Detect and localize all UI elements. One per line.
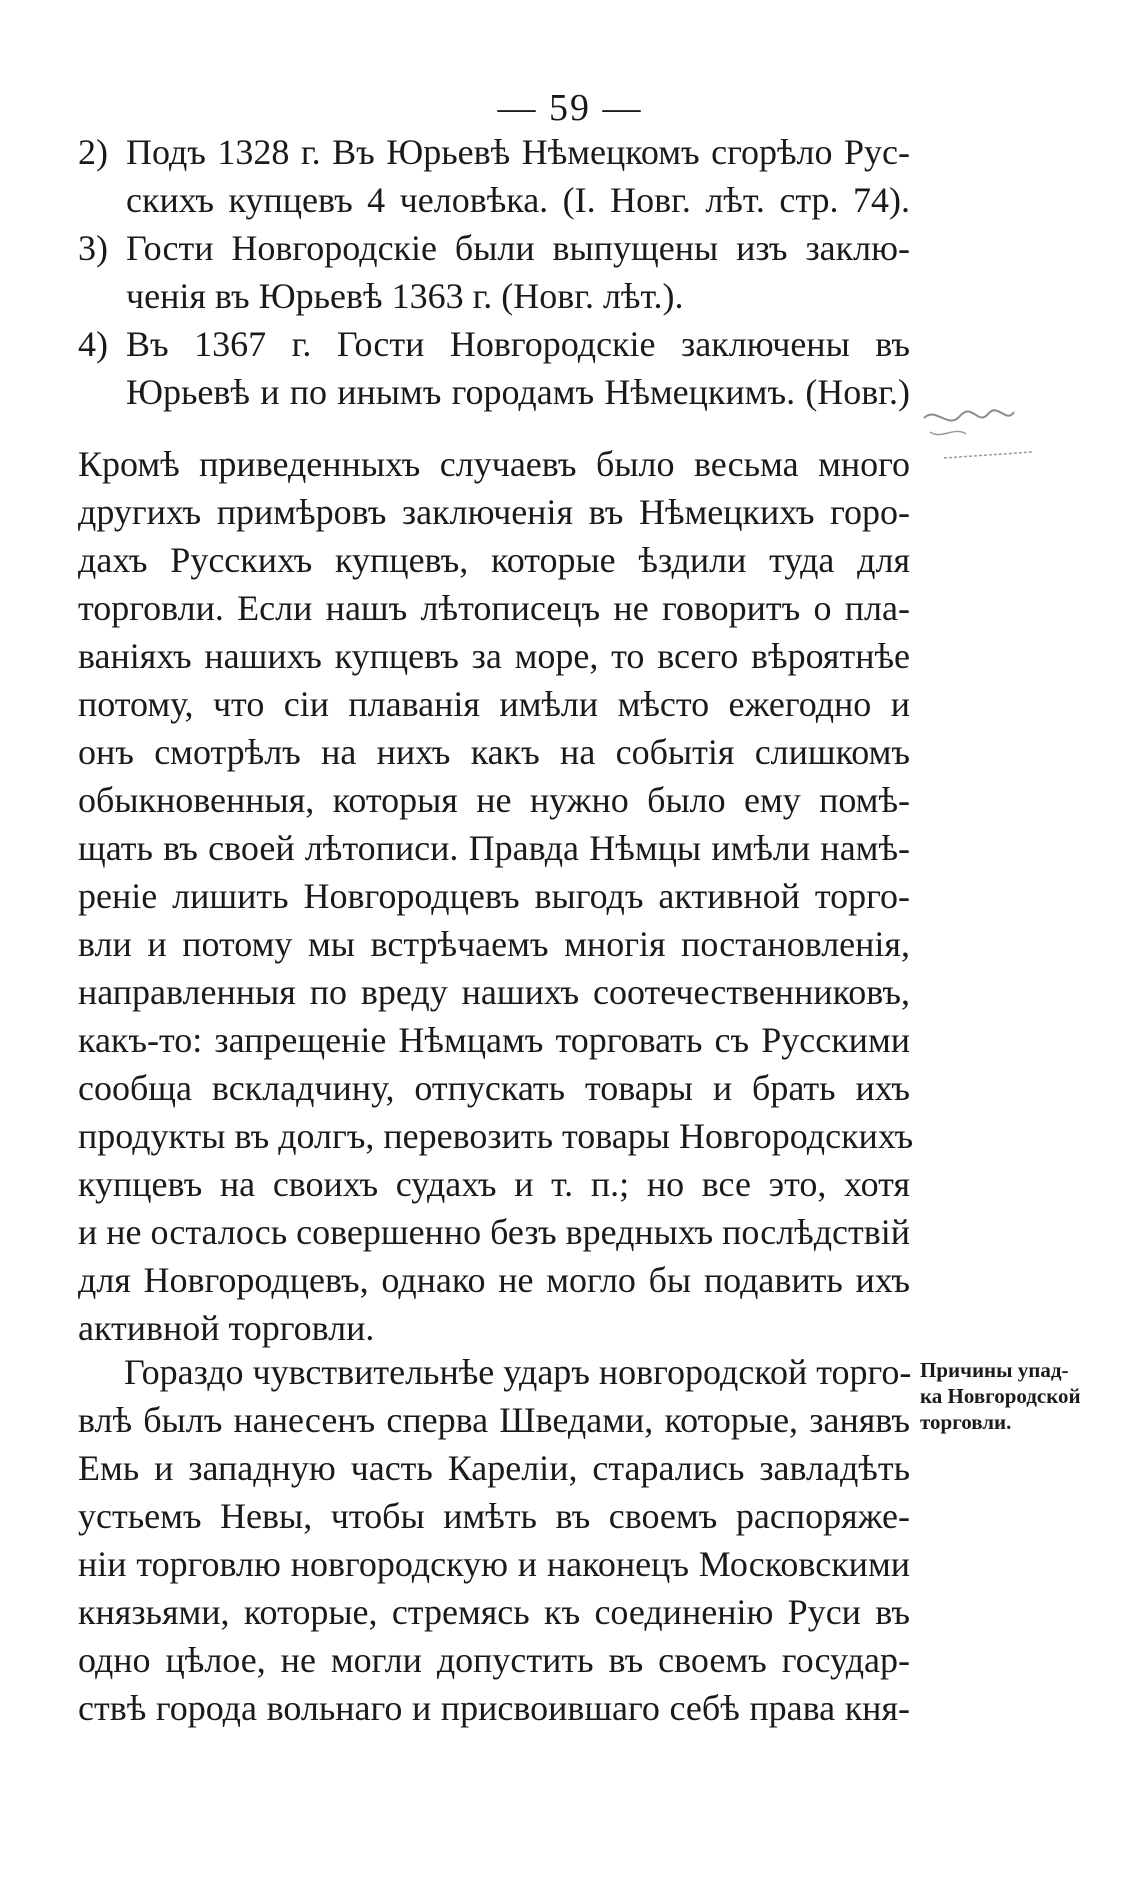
paragraph-1 (78, 440, 914, 1352)
paragraph-2-line: Гораздо чувствительнѣе ударъ новгородской торго- (124, 1352, 912, 1392)
footnote-4-line-2: Юрьевѣ и по инымъ городамъ Нѣмецкимъ. (Новг.) (126, 372, 910, 412)
paragraph-2-line: одно цѣлое, не могли допустить въ своемъ государ- (78, 1640, 910, 1680)
margin-note-line: торговли. (920, 1410, 1012, 1434)
paragraph-1-line: реніе лишить Новгородцевъ выгодъ активной торго- (78, 876, 910, 916)
paragraph-1-line: онъ смотрѣлъ на нихъ какъ на событія слишкомъ (78, 732, 910, 772)
footnotes-block (78, 128, 910, 416)
paragraph-1-line: торговли. Если нашъ лѣтописецъ не говоритъ о пла- (78, 588, 910, 628)
footnote-2-line-1: 2) Подъ 1328 г. Въ Юрьевѣ Нѣмецкомъ сгорѣло Рус- (78, 128, 910, 176)
footnote-2-marker: 2) (78, 132, 108, 172)
footnote-3-line-1: 3) Гости Новгородскіе были выпущены изъ заклю- (78, 224, 910, 272)
paragraph-1-line: продукты въ долгъ, перевозить товары Новгородскихъ (78, 1116, 914, 1156)
paragraph-1-line: активной торговли. (78, 1308, 375, 1348)
paragraph-1-line: вли и потому мы встрѣчаемъ многія постановленія, (78, 924, 910, 964)
paragraph-2-line: влѣ былъ нанесенъ сперва Шведами, которые, занявъ (78, 1400, 910, 1440)
paragraph-1-line: Кромѣ приведенныхъ случаевъ было весьма много (78, 444, 910, 484)
paragraph-2-line: ніи торговлю новгородскую и наконецъ Московскими (78, 1544, 910, 1584)
paragraph-1-line: и не осталось совершенно безъ вредныхъ послѣдствій (78, 1212, 911, 1252)
margin-note-line: Причины упад- (920, 1358, 1069, 1382)
paragraph-2-line: ствѣ города вольнаго и присвоившаго себѣ права кня- (78, 1688, 910, 1728)
paragraph-1-line: какъ-то: запрещеніе Нѣмцамъ торговать съ Русскими (78, 1020, 910, 1060)
paragraph-1-line: купцевъ на своихъ судахъ и т. п.; но все это, хотя (78, 1164, 910, 1204)
footnote-2-line-2: скихъ купцевъ 4 человѣка. (I. Новг. лѣт. стр. 74). (126, 180, 910, 220)
paragraph-1-line: обыкновенныя, которыя не нужно было ему помѣ- (78, 780, 910, 820)
paragraph-1-line: направленныя по вреду нашихъ соотечественниковъ, (78, 972, 910, 1012)
paragraph-1-line: щать въ своей лѣтописи. Правда Нѣмцы имѣли намѣ- (78, 828, 910, 868)
paragraph-2 (78, 1348, 910, 1732)
footnote-3-line-2: ченія въ Юрьевѣ 1363 г. (Новг. лѣт.). (126, 276, 684, 316)
paragraph-2-line: князьями, которые, стремясь къ соединенію Руси въ (78, 1592, 910, 1632)
footnote-4-line-1: 4) Въ 1367 г. Гости Новгородскіе заключены въ (78, 320, 910, 368)
margin-note-line: ка Новгородской (920, 1384, 1081, 1408)
paragraph-1-line: для Новгородцевъ, однако не могло бы подавить ихъ (78, 1260, 910, 1300)
paragraph-2-line: устьемъ Невы, чтобы имѣть въ своемъ распоряже- (78, 1496, 910, 1536)
paragraph-2-line: Емь и западную часть Кареліи, старались завладѣть (78, 1448, 910, 1488)
footnote-4-marker: 4) (78, 324, 108, 364)
paragraph-1-line: ваніяхъ нашихъ купцевъ за море, то всего вѣроятнѣе (78, 636, 910, 676)
footnote-3-marker: 3) (78, 228, 108, 268)
page-number: — 59 — (497, 87, 643, 129)
paragraph-1-line: другихъ примѣровъ заключенія въ Нѣмецкихъ горо- (78, 492, 910, 532)
paragraph-1-line: дахъ Русскихъ купцевъ, которые ѣздили туда для (78, 540, 910, 580)
paragraph-1-line: сообща вскладчину, отпускать товары и брать ихъ (78, 1068, 910, 1108)
margin-scribble-mark (918, 400, 1038, 470)
margin-note (920, 1357, 1080, 1435)
paragraph-1-line: потому, что сіи плаванія имѣли мѣсто ежегодно и (78, 684, 910, 724)
